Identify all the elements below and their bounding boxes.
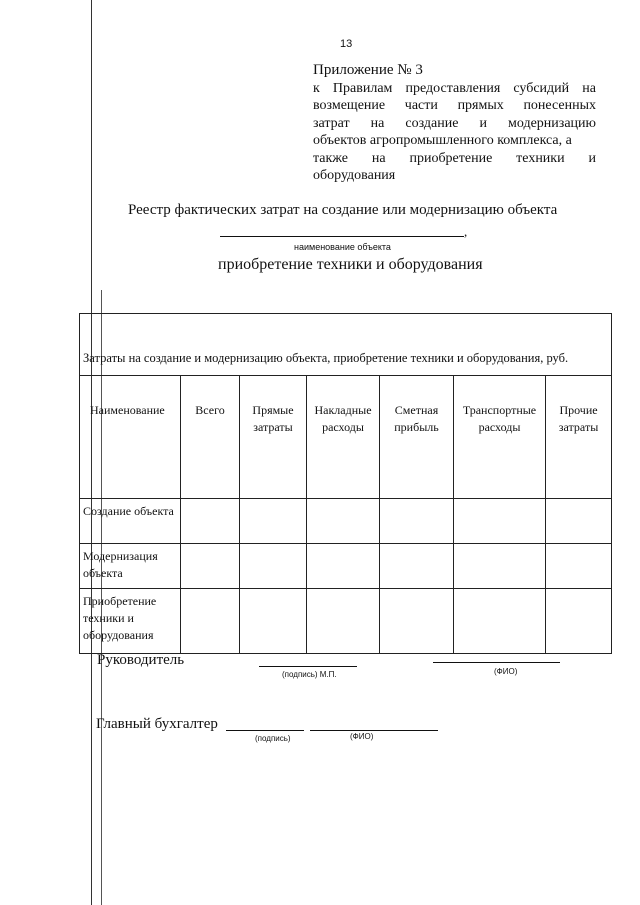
row-label: Модернизация объекта <box>80 544 181 589</box>
table-cell[interactable] <box>307 589 380 654</box>
table-cell[interactable] <box>380 589 454 654</box>
table-header-row <box>80 376 612 499</box>
appendix-word: оборудования <box>313 168 396 183</box>
appendix-line <box>313 115 596 133</box>
appendix-word: прямых <box>457 98 504 113</box>
appendix-word: на <box>371 150 386 166</box>
appendix-line <box>313 80 596 98</box>
appendix-block <box>313 62 596 185</box>
page-number: 13 <box>340 38 353 50</box>
table-cell[interactable] <box>546 589 612 654</box>
registry-title: Реестр фактических затрат на создание или модернизацию объекта <box>128 202 558 218</box>
object-name-comma: , <box>464 224 468 239</box>
costs-table <box>79 313 612 654</box>
appendix-word: затрат <box>313 115 350 131</box>
appendix-line <box>313 97 596 115</box>
appendix-word: части <box>404 98 438 113</box>
appendix-word: субсидий <box>513 80 570 96</box>
document-subtitle: приобретение техники и оборудования <box>218 256 483 273</box>
appendix-line <box>313 150 596 168</box>
column-header: Всего <box>181 376 240 499</box>
table-cell[interactable] <box>181 499 240 544</box>
row-label: Приобретение техники и оборудования <box>80 589 181 654</box>
appendix-title: Приложение № 3 <box>313 62 423 78</box>
object-name-caption: наименование объекта <box>294 242 391 252</box>
head-signature-field[interactable] <box>259 666 357 667</box>
table-caption: Затраты на создание и модернизацию объекта, приобретение техники и оборудования, руб. <box>80 314 612 376</box>
table-cell[interactable] <box>307 499 380 544</box>
appendix-word: модернизацию <box>508 115 596 131</box>
table-cell[interactable] <box>240 499 307 544</box>
accountant-label: Главный бухгалтер <box>96 716 218 732</box>
appendix-word: также <box>313 150 349 166</box>
head-label: Руководитель <box>97 652 185 668</box>
appendix-word: возмещение <box>313 98 386 113</box>
appendix-word: на <box>370 115 385 131</box>
column-header: Наименование <box>80 376 181 499</box>
appendix-line <box>313 167 596 185</box>
head-signature-caption: (подпись) М.П. <box>282 670 337 679</box>
table-cell[interactable] <box>181 589 240 654</box>
column-header: Сметная прибыль <box>380 376 454 499</box>
table-cell[interactable] <box>240 589 307 654</box>
table-row <box>80 499 612 544</box>
accountant-name-field[interactable] <box>310 730 438 731</box>
table-cell[interactable] <box>181 544 240 589</box>
appendix-word: и <box>588 150 596 166</box>
appendix-word: к <box>313 80 320 96</box>
accountant-signature-caption: (подпись) <box>255 734 291 743</box>
table-cell[interactable] <box>240 544 307 589</box>
object-name-field[interactable] <box>220 236 464 237</box>
appendix-text <box>313 80 596 185</box>
head-name-field[interactable] <box>433 662 560 663</box>
table-cell[interactable] <box>546 499 612 544</box>
column-header: Накладные расходы <box>307 376 380 499</box>
appendix-line <box>313 132 596 150</box>
head-name-caption: (ФИО) <box>494 667 518 676</box>
appendix-word: предоставления <box>405 80 501 96</box>
appendix-word: приобретение <box>409 150 493 166</box>
column-header: Транспортные расходы <box>454 376 546 499</box>
table-row <box>80 589 612 654</box>
column-header: Прямые затраты <box>240 376 307 499</box>
appendix-word: понесенных <box>523 98 596 113</box>
table-cell[interactable] <box>380 499 454 544</box>
appendix-word: создание <box>405 115 459 131</box>
table-cell[interactable] <box>380 544 454 589</box>
appendix-word: Правилам <box>332 80 393 96</box>
table-cell[interactable] <box>546 544 612 589</box>
row-label: Создание объекта <box>80 499 181 544</box>
table-cell[interactable] <box>307 544 380 589</box>
appendix-word: объектов агропромышленного комплекса, а <box>313 133 572 148</box>
accountant-name-caption: (ФИО) <box>350 732 374 741</box>
table-row <box>80 544 612 589</box>
accountant-signature-field[interactable] <box>226 730 304 731</box>
appendix-word: на <box>582 80 596 96</box>
appendix-word: техники <box>516 150 565 166</box>
table-cell[interactable] <box>454 589 546 654</box>
table-cell[interactable] <box>454 544 546 589</box>
appendix-word: и <box>479 115 487 131</box>
table-cell[interactable] <box>454 499 546 544</box>
column-header: Прочие затраты <box>546 376 612 499</box>
